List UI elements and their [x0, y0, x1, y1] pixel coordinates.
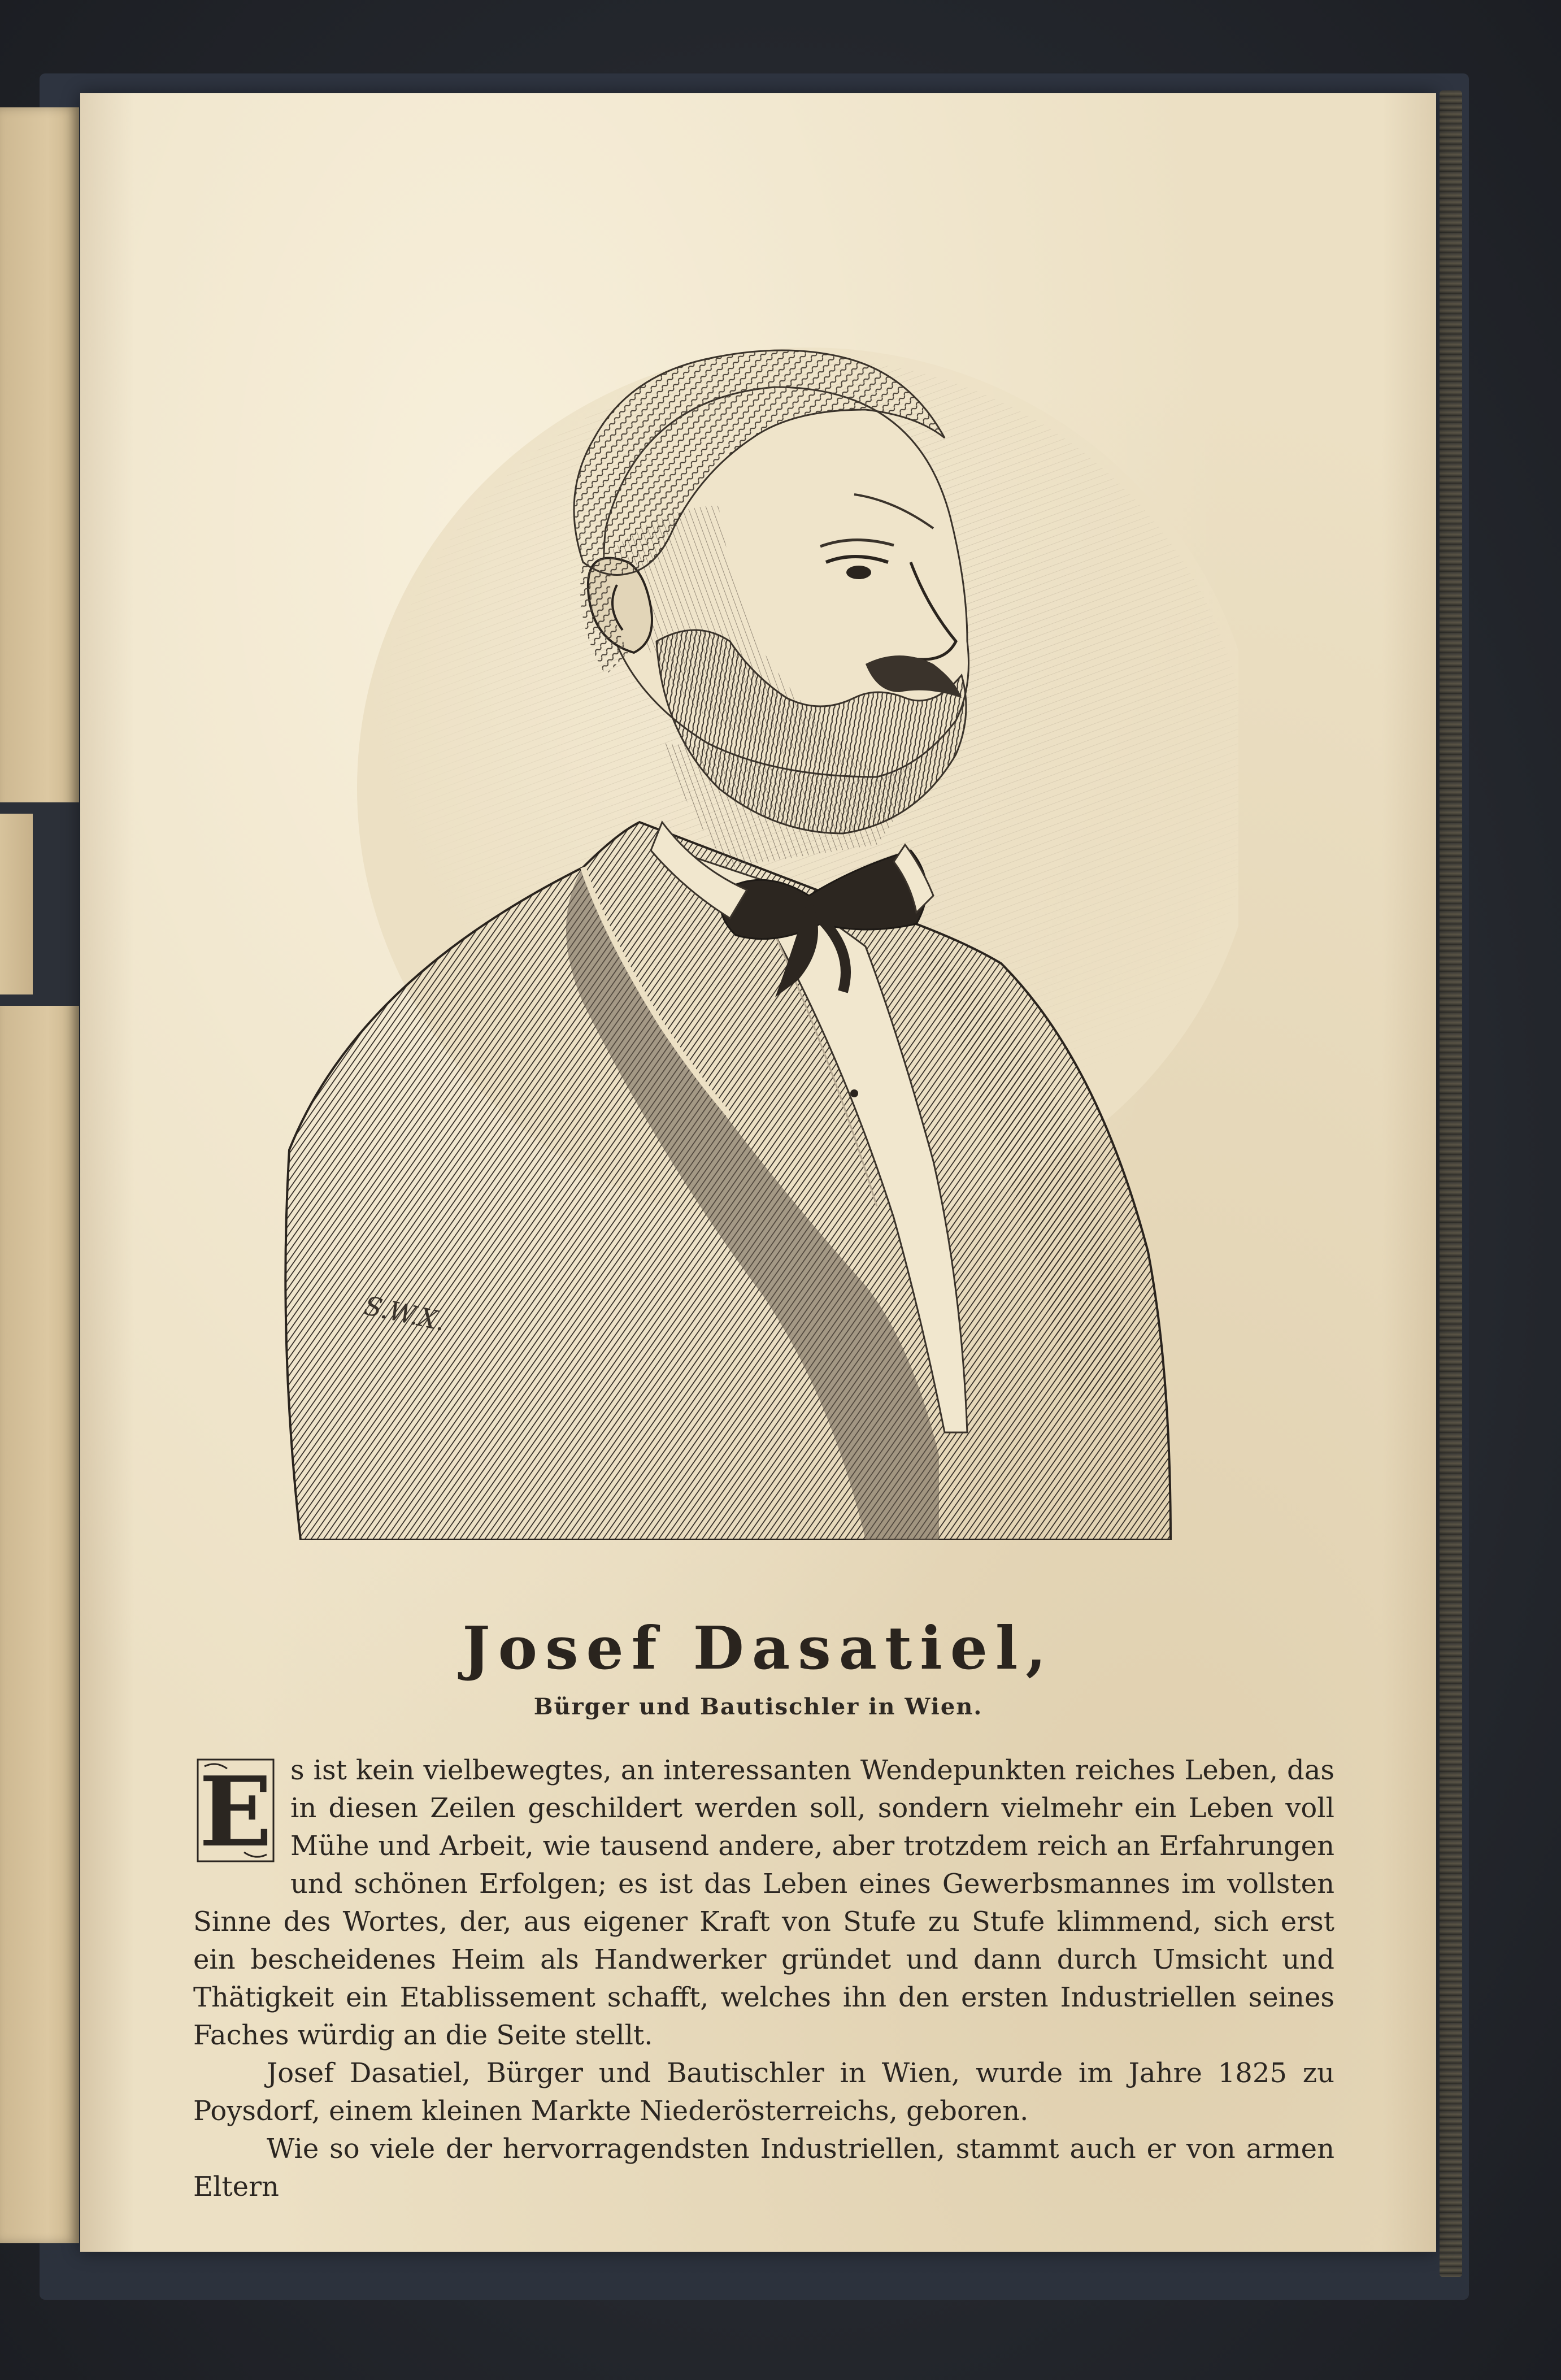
portrait-engraving	[267, 325, 1238, 1540]
drop-cap-ornament	[193, 1755, 278, 1866]
left-page-torn-edge	[0, 814, 33, 994]
left-facing-page	[0, 107, 79, 2243]
page-title: Josef Dasatiel,	[462, 1613, 1054, 1683]
portrait-illustration	[267, 325, 1238, 1540]
paragraph-1	[193, 1752, 1334, 2055]
book-page	[80, 93, 1436, 2252]
engraver-signature: S.W.X.	[361, 1289, 449, 1337]
page-subtitle: Bürger und Bautischler in Wien.	[533, 1693, 983, 1720]
cover-spine-edge	[1440, 90, 1462, 2277]
article-body	[193, 1752, 1334, 2206]
paragraph-2: Josef Dasatiel, Bürger und Bautischler in Wien, wurde im Jahre 1825 zu Poysdorf, einem kleinen Markte Niederösterreichs, geboren.	[193, 2057, 1334, 2127]
drop-cap	[193, 1755, 278, 1866]
paragraph-3: Wie so viele der hervorragendsten Industriellen, stammt auch er von armen Eltern	[193, 2133, 1334, 2203]
drop-cap-letter: E	[199, 1756, 272, 1866]
paragraph-1-text: s ist kein vielbewegtes, an interessanten Wendepunkten reiches Leben, das in diesen Zeilen geschildert werden soll, sondern vielmehr ein Leben voll Mühe und Arbeit, wie tausend andere, aber trotzdem reich an Erfahrungen und schönen Erfolgen; es ist das Leben eines Gewerbsmannes im vollsten Sinne des Wortes, der, aus eigener Kraft von Stufe zu Stufe klimmend, sich erst ein bescheidenes Heim als Handwerker gründet und dann durch Umsicht und Thätigkeit ein Etablissement schafft, welches ihn den ersten Industriellen seines Faches würdig an die Seite stellt.	[193, 1754, 1334, 2051]
